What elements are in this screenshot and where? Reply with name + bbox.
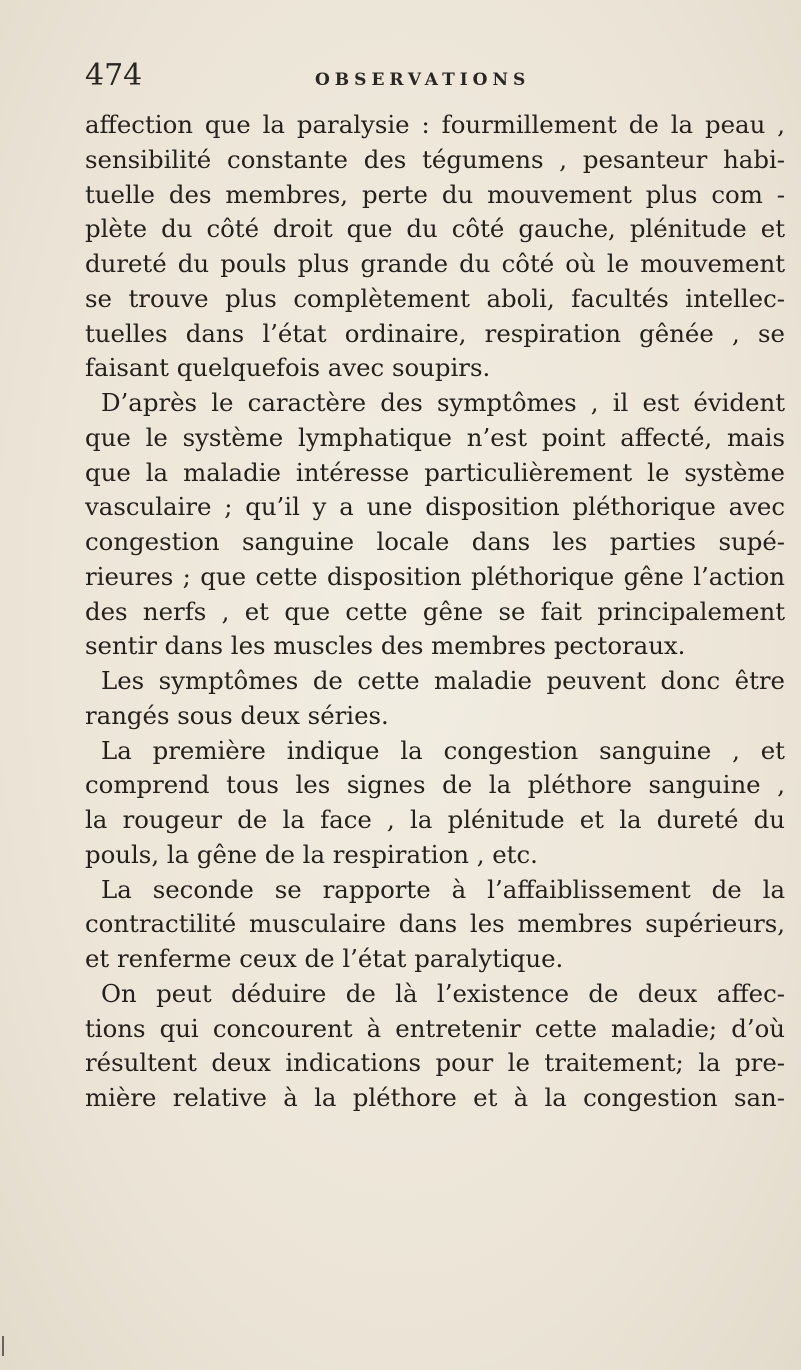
text-line: pouls, la gêne de la respiration , etc. [85,839,538,869]
text-line: sensibilité constante des tégumens , pesanteur habi- [85,144,785,174]
text-line: contractilité musculaire dans les membres supérieurs, [85,909,785,939]
running-title: OBSERVATIONS [315,70,531,90]
text-line: des nerfs , et que cette gêne se fait principalement [85,596,785,626]
scan-edge-mark [2,1336,4,1356]
text-line: La seconde se rapporte à l’affaiblissement de la [101,874,785,904]
page-header [85,58,725,106]
page-number: 474 [85,58,143,93]
text-line: comprend tous les signes de la pléthore sanguine , [85,770,785,800]
text-line: D’après le caractère des symptômes , il est évident [101,388,785,417]
text-line: On peut déduire de là l’existence de deux affec- [101,978,785,1008]
text-line: vasculaire ; qu’il y a une disposition pléthorique avec [85,492,785,522]
text-line: plète du côté droit que du côté gauche, plénitude et [85,214,785,244]
text-line: tuelle des membres, perte du mouvement plus com - [85,179,785,209]
body-text [85,108,785,1116]
text-line: faisant quelquefois avec soupirs. [85,353,491,383]
text-line: affection que la paralysie : fourmillement de la peau , [85,110,785,139]
text-line: Les symptômes de cette maladie peuvent donc être [101,666,785,695]
text-line: tuelles dans l’état ordinaire, respiration gênée , se [85,318,785,348]
text-line: La première indique la congestion sanguine , et [101,735,785,765]
text-line: rieures ; que cette disposition pléthorique gêne l’action [85,561,785,591]
text-line: rangés sous deux séries. [85,700,389,730]
text-line: congestion sanguine locale dans les parties supé- [85,527,785,556]
text-line: résultent deux indications pour le traitement; la pre- [85,1048,785,1078]
text-line: que le système lymphatique n’est point affecté, mais [85,422,785,452]
text-line: tions qui concourent à entretenir cette maladie; d’où [85,1013,785,1043]
text-line: dureté du pouls plus grande du côté où le mouvement [85,249,785,278]
text-line: mière relative à la pléthore et à la congestion san- [85,1083,785,1112]
text-line: sentir dans les muscles des membres pectoraux. [85,631,686,661]
text-line: et renferme ceux de l’état paralytique. [85,944,564,973]
text-line: la rougeur de la face , la plénitude et la dureté du [85,805,785,834]
text-line: que la maladie intéresse particulièrement le système [85,457,785,487]
text-line: se trouve plus complètement aboli, facultés intellec- [85,283,785,313]
